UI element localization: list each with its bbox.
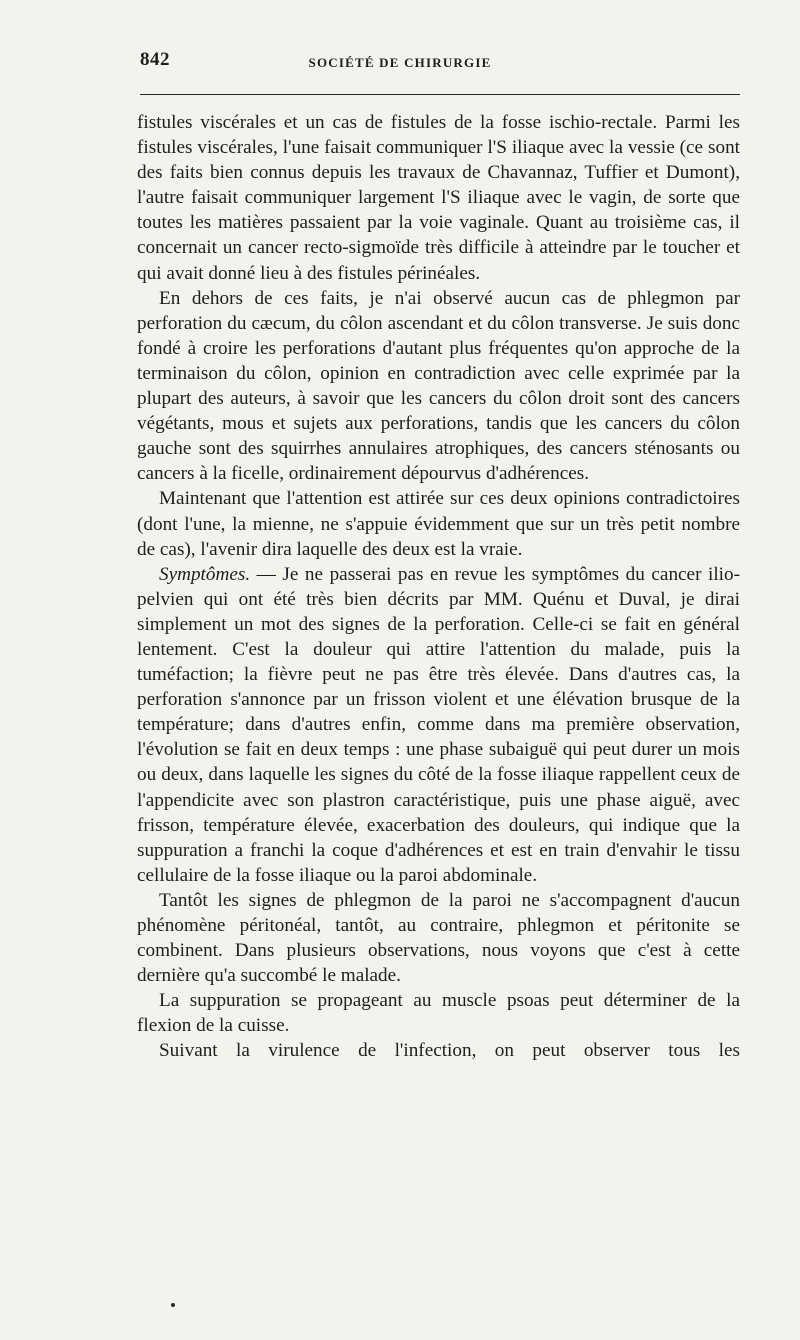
paragraph-tantot: Tantôt les signes de phlegmon de la paroi ne s'accompagnent d'aucun phénomène péritonéal, tantôt, au contraire, phlegmon et péritonite se combinent. Dans plusieurs observations, nous voyons que c'est à cette dernière qu'a succombé le malade. <box>137 889 740 987</box>
page-number: 842 <box>140 49 170 70</box>
paragraph-symptomes <box>137 562 740 888</box>
paragraph-maintenant: Maintenant que l'attention est attirée sur ces deux opinions contradictoires (dont l'une, la mienne, ne s'appuie évidemment que sur un très petit nombre de cas), l'avenir dira laquelle des deux est la vraie. <box>137 488 740 560</box>
header-rule <box>140 94 740 95</box>
body-text <box>137 110 740 1064</box>
paragraph-symptomes-text: — Je ne passerai pas en revue les symptômes du cancer ilio-pelvien qui ont été très bien décrits par MM. Quénu et Duval, je dirai simplement un mot des signes de la perforation. Celle-ci se fait en général lentement. C'est la douleur qui attire l'attention du malade, puis la tuméfaction; la fièvre peut ne pas être très élevée. Dans d'autres cas, la perforation s'annonce par un frisson violent et une élévation brusque de la température; dans d'autres enfin, comme dans ma première observation, l'évolution se fait en deux temps : une phase subaiguë qui peut durer un mois ou deux, dans laquelle les signes du côté de la fosse iliaque rappellent ceux de l'appendicite avec son plastron caractéristique, puis une phase aiguë, avec frisson, température élevée, exacerbation des douleurs, qui indique que la suppuration a franchi la coque d'adhérences et est en train d'envahir le tissu cellulaire de la fosse iliaque ou la paroi abdominale. <box>137 563 740 886</box>
section-title-symptomes: Symptômes. <box>159 563 251 585</box>
ink-speck <box>171 1303 175 1307</box>
running-title: SOCIÉTÉ DE CHIRURGIE <box>308 55 492 70</box>
paragraph-suppuration: La suppuration se propageant au muscle psoas peut déterminer de la flexion de la cuisse. <box>137 990 740 1037</box>
paragraph-en-dehors: En dehors de ces faits, je n'ai observé aucun cas de phlegmon par perforation du cæcum, du côlon ascendant et du côlon transverse. Je suis donc fondé à croire les perforations d'autant plus fréquentes qu'on approche de la terminaison du côlon, opinion en contradiction avec celle exprimée par la plupart des auteurs, à savoir que les cancers du côlon droit sont des cancers végétants, mous et sujets aux perforations, tandis que les cancers du côlon gauche sont des squirrhes annulaires atrophiques, des cancers sténosants ou cancers à la ficelle, ordinairement dépourvus d'adhérences. <box>137 287 740 485</box>
paragraph-fistules: fistules viscérales et un cas de fistules de la fosse ischio-rectale. Parmi les fistules viscérales, l'une faisait communiquer l'S iliaque avec la vessie (ce sont des faits bien connus depuis les travaux de Chavannaz, Tuffier et Dumont), l'autre faisait communiquer largement l'S iliaque avec le vagin, de sorte que toutes les matières passaient par la voie vaginale. Quant au troisième cas, il concernait un cancer recto-sigmoïde très difficile à atteindre par le toucher et qui avait donné lieu à des fistules périnéales. <box>137 112 740 284</box>
paragraph-suivant: Suivant la virulence de l'infection, on peut observer tous les <box>159 1040 740 1062</box>
